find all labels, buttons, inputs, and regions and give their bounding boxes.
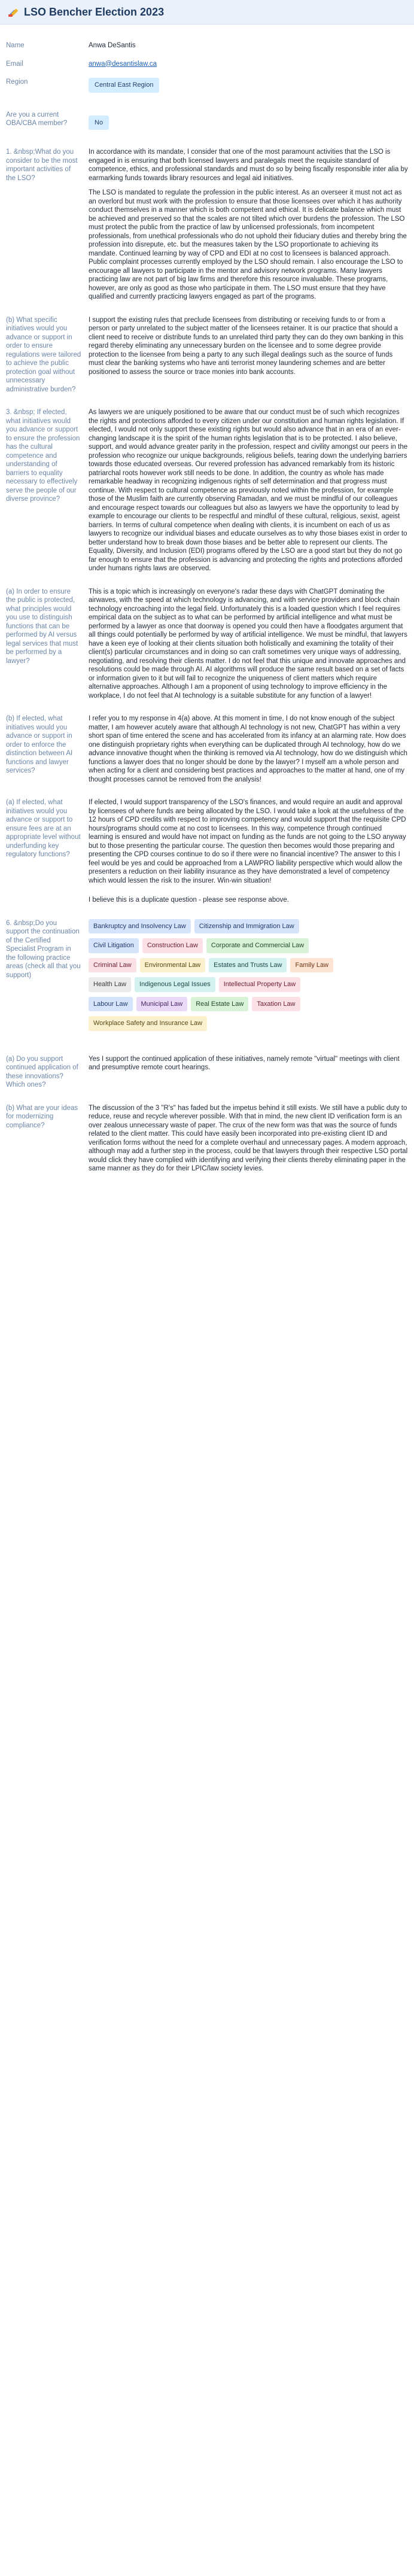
answer-text — [89, 148, 408, 302]
field-row-q5 — [6, 798, 408, 905]
pencil-ballot-icon — [8, 7, 19, 17]
practice-area-tag: Construction Law — [142, 938, 203, 953]
practice-area-tag: Intellectual Property Law — [219, 977, 300, 992]
practice-area-tag: Citizenship and Immigration Law — [194, 919, 299, 934]
practice-area-tag: Health Law — [89, 977, 131, 992]
email-link[interactable]: anwa@desantislaw.ca — [89, 60, 157, 68]
practice-area-tag: Family Law — [290, 958, 333, 973]
practice-area-tag: Taxation Law — [252, 997, 300, 1012]
answer-paragraph: In accordance with its mandate, I consider that one of the most paramount activities that the LSO is engaged in is ensuring that both licensed lawyers and paralegals meet the requisite standard of competence, ethics, and professional standards and must do so by being fiscally responsible inter alia by earmarking funds towards library resources and legal aid initiatives. — [89, 148, 408, 182]
practice-area-tag: Real Estate Law — [191, 997, 248, 1012]
field-row-oba — [6, 111, 408, 130]
field-row-q3 — [6, 408, 408, 573]
answer-paragraph: The LSO is mandated to regulate the profession in the public interest. As an overseer it must not act as an overlord but must work with the profession to ensure that those licensees over which it has authority conduct themselves in a manner which is both competent and ethical. It is delicate balance which must be achieved and preserved so that the scales are not tilted which over burdens the profession. The LSO must protect the public from the practice of law by unlicensed professionals, from incompetent professionals, from unethical professionals who do not uphold their fiduciary duties and thereby bring the profession into disrepute, etc. but the measures taken by the LSO proportionate to achieving its mandate. Continued learning by way of CPD and EDI at no cost to licensees is balanced approach. Public complaint processes currently employed by the LSO should remain. I also encourage the LSO to encourage all lawyers to participate in the mentor and advisory network programs. Many lawyers practicing law are not part of big law firms and therefore this resource invaluable. These programs, however, are only as good as those who participate in them. The LSO must ensure that they have qualified and currently practicing lawyers engaged as part of the programs. — [89, 189, 407, 300]
app-header — [0, 0, 414, 25]
question-label: 3. &nbsp; If elected, what initiatives would you advance or support to ensure the profession has the cultural competence and understanding of barriers to equality necessary to effectively serve the people of our diverse province? — [6, 409, 80, 503]
question-label: 6. &nbsp;Do you support the continuation of the Certified Specialist Program in the following practice areas (check all that you support) — [6, 919, 81, 979]
answer-paragraph: This is a topic which is increasingly on everyone's radar these days with ChatGPT dominating the airwaves, with the speed at which technology is advancing, and with service providers and block chain technology encroaching into the legal field. Unfortunately this is a loaded question which I feel requires empirical data on the subject as to what can be performed by artificial intelligence and what must be performed by a lawyer as once that doorway is opened you could then have a floodgates argument that all things could potentially be performed by way of artificial intelligence. We must be mindful, that lawyers have a keen eye of looking at their clients situation both holistically and examining the totality of their client(s) particular circumstances and in doing so can craft sometimes very unique ways of addressing, negotiating, and resolving their clients matter. I do not feel that this unique and innovate approaches and resolutions could be made through AI. AI algorithms will produce the same result based on a set of facts or information given to it but will fail to recognize the uniqueness of client matters which require alternative approaches. Although I am a proponent of using technology to improve efficiency in the workplace, I do not feel that AI technology is a suitable substitute for any function of a lawyer! — [89, 588, 407, 699]
answer-paragraph: I refer you to my response in 4(a) above. At this moment in time, I do not know enough of the subject matter, I am however acutely aware that although AI technology is not new, ChatGPT has within a very short span of time entered the scene and has accelerated from its infancy at an alarming rate. How does one distinguish proprietary rights when everything can be duplicated through AI technology, how do we advance innovative thought when the thinking is removed via AI technology, how do we distinguish which functions a lawyer does that no longer should be done by the lawyer? I myself am a whole person and when acting for a client and considering best practices and approaches to the matter at hand, one of my thought processes cannot be removed from the analysis! — [89, 715, 407, 783]
field-row-q7a — [6, 1055, 408, 1090]
field-label: Are you a current OBA/CBA member? — [6, 111, 68, 127]
name-value: Anwa DeSantis — [89, 42, 136, 49]
region-chip: Central East Region — [89, 78, 159, 93]
practice-area-tag: Corporate and Commercial Law — [206, 938, 309, 953]
field-row-q4a — [6, 588, 408, 701]
answer-text — [89, 316, 408, 394]
field-row-q7b — [6, 1104, 408, 1173]
answer-text — [89, 714, 408, 784]
submission-record — [0, 25, 414, 1197]
field-label: Name — [6, 42, 25, 49]
answer-paragraph: As lawyers we are uniquely positioned to be aware that our conduct must be of such which recognizes the rights and protections afforded to every citizen under our constitution and human rights legislation. If elected, I would not only support these existing rights but would also advance that in an era of an ever-changing landscape it is the spirit of the human rights legislation that is to be protected. I also believe, support, and would advance greater parity in the profession, respect and civility amongst our peers in the profession who recognize our unique backgrounds, religious beliefs, tearing down the underlying barriers towards those educated overseas. Our revered profession has advanced remarkably from its historic patriarchal roots however work still needs to be done. In addition, the country as whole has made remarkable headway in recognizing indigenous rights of self determination and that progress must continue. With respect to cultural competence as previously noted within the profession, for example those of the Muslim faith are currently observing Ramadan, and we must be mindful of our colleagues and encourage respect towards our colleagues but also as lawyers we have the opportunity to lead by example to encourage our clients to be respectful and mindful of these cultural, religious, sexist, ageist barriers. In terms of cultural competence when dealing with clients, it is incumbent on each of us as lawyers to recognize our individual biases and educate ourselves as to why those biases exist in order to better understand how to break down those biases and be better able to represent our clients. The Equality, Diversity, and Inclusion (EDI) programs offered by the LSO are a good start but they do not go far enough to ensure that the profession is advancing and protecting the rights and protections afforded under humans rights laws are observed. — [89, 409, 408, 572]
field-row-name — [6, 41, 408, 50]
field-row-region — [6, 78, 408, 93]
practice-area-tag: Civil Litigation — [89, 938, 139, 953]
answer-text — [89, 588, 408, 701]
practice-area-tag: Environmental Law — [140, 958, 206, 973]
question-label: (a) In order to ensure the public is protected, what principles would you use to distinguish functions that can be performed by AI versus legal services that must be performed by a lawyer? — [6, 588, 78, 665]
practice-area-tag: Labour Law — [89, 997, 133, 1012]
practice-area-tag: Criminal Law — [89, 958, 136, 973]
question-label: (b) What specific initiatives would you advance or support in order to ensure regulations were tailored to achieve the public protection goal without unnecessary administrative burden? — [6, 316, 81, 393]
answer-text — [89, 1104, 408, 1173]
field-row-q1 — [6, 148, 408, 302]
field-row-email — [6, 60, 408, 69]
app-title: LSO Bencher Election 2023 — [24, 5, 165, 18]
practice-area-tags — [89, 919, 346, 1031]
practice-area-tag: Bankruptcy and Insolvency Law — [89, 919, 191, 934]
question-label: 1. &nbsp;What do you consider to be the most important activities of the LSO? — [6, 148, 78, 182]
field-row-q6 — [6, 919, 408, 1031]
practice-area-tag: Estates and Trusts Law — [209, 958, 287, 973]
answer-text — [89, 1055, 408, 1090]
answer-paragraph: If elected, I would support transparency of the LSO's finances, and would require an audit and approval by licensees of where funds are being allocated by the LSO. I would take a look at the usefulness of the 12 hours of CPD credits with respect to improving competency and would support that the requisite CPD hours/programs should come at no cost to licensees. In this way, competence through continued learning is ensured and would have not impact on funding as the funds are not going to the LSO anyway but to those presenting the particular course. The question then becomes would those preparing and presenting the CPD courses continue to do so if there were no financial incentive? The answer to this I feel would be yes and could be approached from a LAWPRO liability perspective which would allow the presenters a reduction on their liability insurance as they have demonstrated a level of competency which would lessen the risk to the insurer. Win-win situation! — [89, 799, 406, 884]
question-label: (a) Do you support continued application of these innovations? Which ones? — [6, 1055, 78, 1088]
answer-paragraph: Yes I support the continued application of these initiatives, namely remote "virtual" meetings with client and presumptive remote court hearings. — [89, 1055, 400, 1071]
field-label: Email — [6, 60, 23, 68]
question-label: (b) If elected, what initiatives would you advance or support in order to enforce the distinction between AI functions and lawyer services? — [6, 715, 73, 774]
answer-text — [89, 408, 408, 573]
answer-paragraph: I support the existing rules that preclude licensees from distributing or receiving funds to or from a person or party unrelated to the subject matter of the licensees retainer. It is our practice that should a client need to receive or distribute funds to an unrelated third party they can do they own banking in this regard thereby eliminating any unnecessary burden on the licensee and to some degree provide protection to the licensee from being a party to any such illegal dealings such as the source of funds must clear the banking systems who have anti terrorist money laundering schemes and are better positioned to assess the source or trace monies into bank accounts. — [89, 316, 404, 376]
answer-paragraph: The discussion of the 3 "R's" has faded but the impetus behind it still exists. We still have a public duty to reduce, reuse and recycle wherever possible. With that in mind, the new client ID verification form is an over zealous unnecessary waste of paper. The crux of the new form was that was the source of funds related to the client matter. This could have easily been incorporated into pre-existing client ID and verification forms without the need for a complete overhaul and unnecessary pages. A modern approach, although may add a further step in the process, could be that lawyers through their respective LSO portal would click they have complied with identifying and verifying their clients thereby eliminating paper in the same manner as they do for their LPIC/law society levies. — [89, 1104, 408, 1172]
oba-member-chip: No — [89, 115, 109, 130]
practice-area-tag: Workplace Safety and Insurance Law — [89, 1016, 207, 1031]
question-label: (a) If elected, what initiatives would you advance or support to ensure fees are at an appropriate level without underfunding key regulatory functions? — [6, 799, 81, 858]
practice-area-tag: Municipal Law — [136, 997, 188, 1012]
answer-paragraph: I believe this is a duplicate question - please see response above. — [89, 896, 289, 904]
field-label: Region — [6, 78, 28, 86]
practice-area-tag: Indigenous Legal Issues — [135, 977, 215, 992]
field-row-q4b — [6, 714, 408, 784]
field-row-q1b — [6, 316, 408, 394]
question-label: (b) What are your ideas for modernizing compliance? — [6, 1104, 78, 1129]
answer-text — [89, 798, 408, 905]
